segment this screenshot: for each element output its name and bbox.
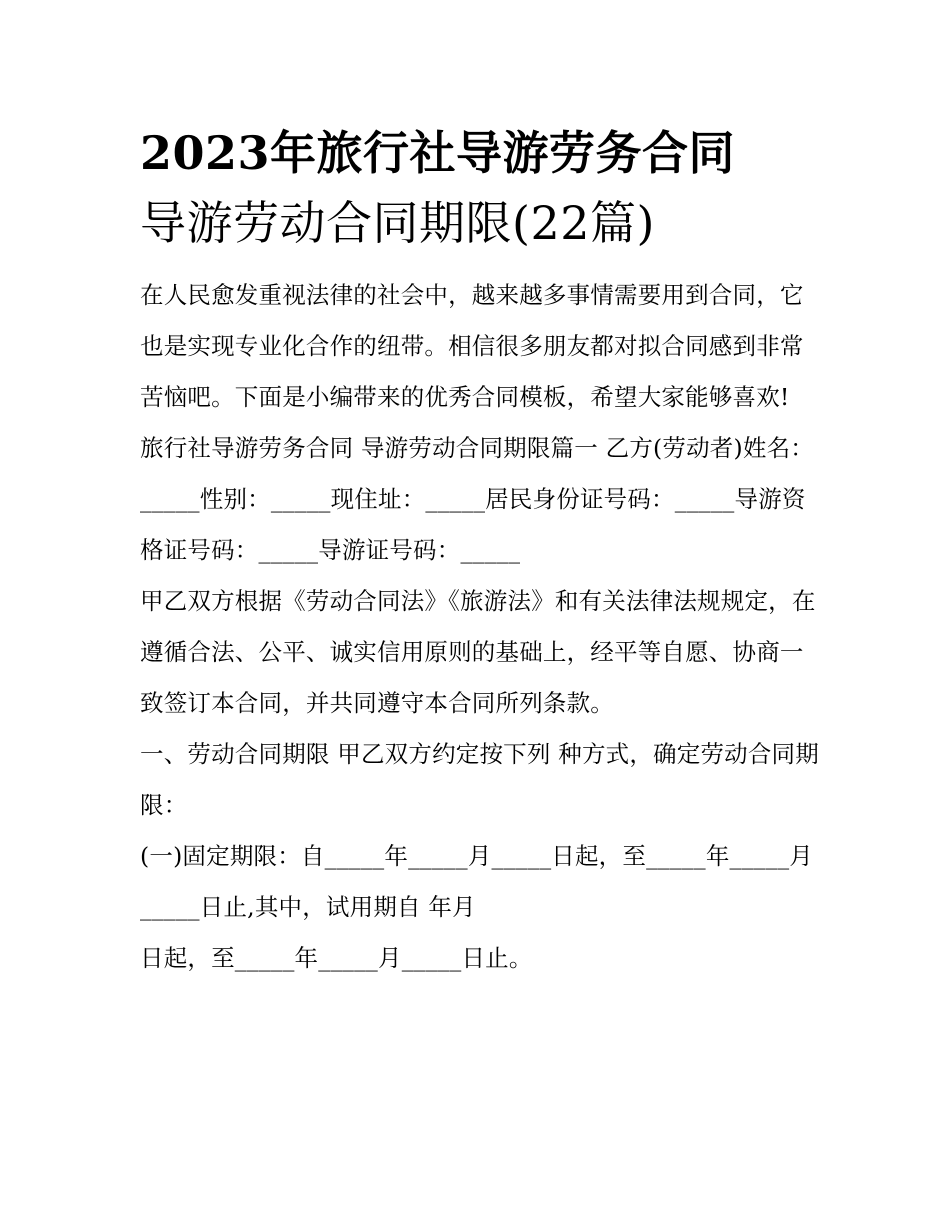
- title-line-2: 导游劳动合同期限(22篇): [140, 196, 655, 250]
- contract-heading-paragraph: 旅行社导游劳务合同 导游劳动合同期限篇一 乙方(劳动者)姓名：: [140, 434, 814, 462]
- fixed-term-end-paragraph: 日起，至_____年_____月_____日止。: [140, 944, 533, 972]
- legal-basis-paragraph: 甲乙双方根据《劳动合同法》《旅游法》和有关法律法规规定，在遵循合法、公平、诚实信用原则的基础上，经平等自愿、协商一致签订本合同，并共同遵守本合同所列条款。: [140, 587, 816, 717]
- intro-paragraph: 在人民愈发重视法律的社会中，越来越多事情需要用到合同，它也是实现专业化合作的纽带。相信很多朋友都对拟合同感到非常苦恼吧。下面是小编带来的优秀合同模板，希望大家能够喜欢!: [140, 281, 804, 411]
- fixed-term-paragraph: (一)固定期限：自_____年_____月_____日起，至_____年_____月_____日止,其中，试用期自 年月: [140, 842, 813, 921]
- document-title: [140, 118, 820, 258]
- title-line-1: 2023年旅行社导游劳务合同: [140, 126, 736, 180]
- personal-info-paragraph: _____性别：_____现住址：_____居民身份证号码：_____导游资格证号码：_____导游证号码：_____: [140, 485, 806, 564]
- term-section-paragraph: 一、劳动合同期限 甲乙双方约定按下列 种方式，确定劳动合同期限：: [140, 740, 819, 819]
- document-page: [140, 118, 820, 984]
